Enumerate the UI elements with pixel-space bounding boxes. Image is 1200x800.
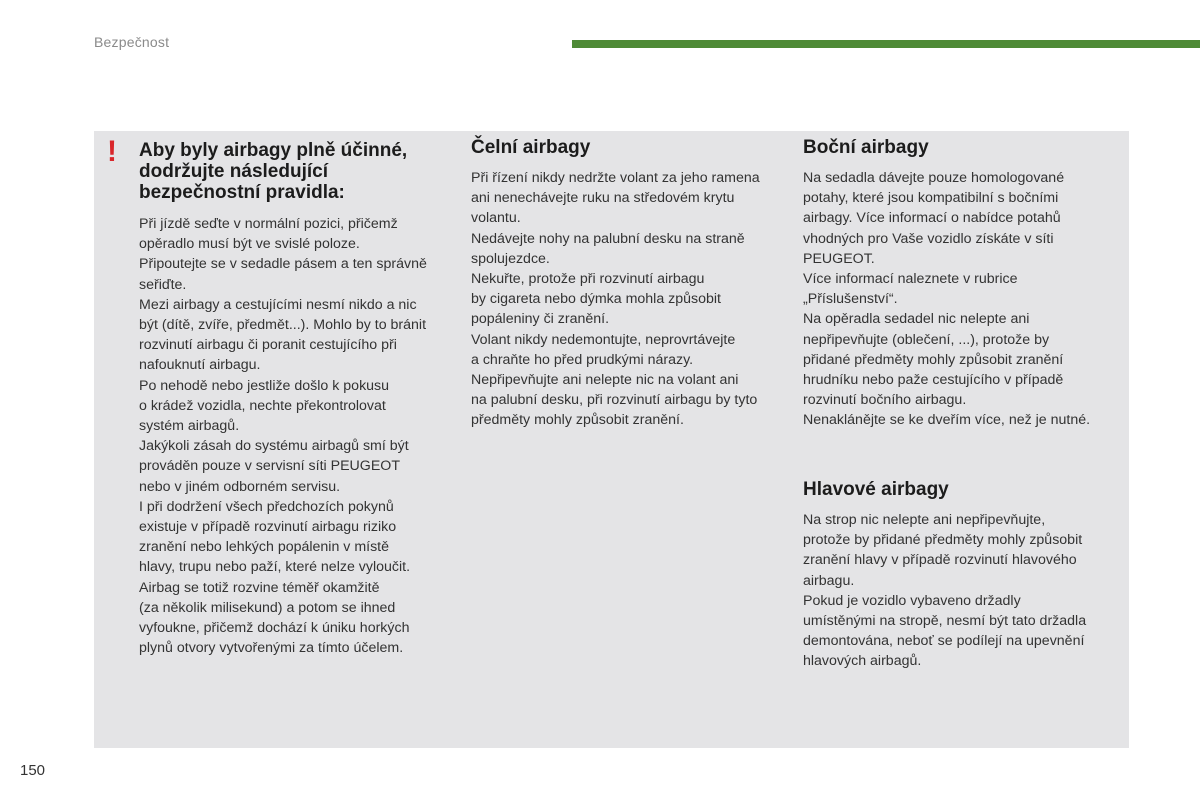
- side-and-head-airbags-column: [803, 131, 1123, 670]
- warning-column: [139, 131, 459, 658]
- text-line: nafouknutí airbagu.: [139, 357, 261, 374]
- text-line: Na sedadla dávejte pouze homologované: [803, 170, 1065, 186]
- text-line: Nepřipevňujte ani nelepte nic na volant ani: [471, 372, 739, 389]
- text-line: být (dítě, zvíře, předmět...). Mohlo by to bránit: [139, 317, 427, 334]
- text-line: předměty mohly způsobit zranění.: [471, 412, 684, 429]
- side-airbags-heading: Boční airbagy: [803, 137, 929, 158]
- text-line: Na strop nic nelepte ani nepřipevňujte,: [803, 512, 1046, 528]
- text-line: na palubní desku, při rozvinutí airbagu by tyto: [471, 392, 758, 409]
- text-line: nepřipevňujte (oblečení, ...), protože by: [803, 331, 1050, 348]
- safety-panel: [94, 131, 1129, 748]
- text-line: Volant nikdy nedemontujte, neprovrtávejte: [471, 331, 736, 348]
- text-line: by cigareta nebo dýmka mohla způsobit: [471, 291, 721, 308]
- text-line: hlavy, trupu nebo paží, které nelze vyloučit.: [139, 559, 411, 576]
- text-line: popáleniny či zranění.: [471, 311, 610, 328]
- text-line: rozvinutí airbagu či poranit cestujícího při: [139, 337, 397, 354]
- page-number: 150: [20, 762, 46, 779]
- text-line: Při jízdě seďte v normální pozici, přičemž: [139, 216, 398, 232]
- text-line: protože by přidané předměty mohly způsobit: [803, 532, 1083, 549]
- text-line: Nekuřte, protože při rozvinutí airbagu: [471, 271, 705, 288]
- text-line: systém airbagů.: [139, 418, 240, 435]
- header-accent-bar: [572, 40, 1200, 48]
- text-line: Připoutejte se v sedadle pásem a ten správně: [139, 256, 427, 273]
- text-line: rozvinutí bočního airbagu.: [803, 392, 967, 409]
- warning-heading-line: Aby byly airbagy plně účinné,: [139, 140, 408, 161]
- text-line: o krádež vozidla, nechte překontrolovat: [139, 397, 386, 414]
- warning-heading-line: dodržujte následující: [139, 161, 328, 182]
- text-line: Po nehodě nebo jestliže došlo k pokusu: [139, 377, 390, 394]
- text-line: Jakýkoli zásah do systému airbagů smí být: [139, 438, 409, 455]
- text-line: Pokud je vozidlo vybaveno držadly: [803, 592, 1021, 609]
- text-line: spolujezdce.: [471, 250, 550, 267]
- text-line: hlavových airbagů.: [803, 653, 922, 670]
- warning-text: [139, 214, 459, 658]
- section-label: Bezpečnost: [94, 34, 170, 50]
- text-line: zranění hlavy v případě rozvinutí hlavového: [803, 552, 1077, 569]
- warning-icon: !: [107, 135, 117, 168]
- text-line: ani nenechávejte ruku na středovém krytu: [471, 190, 735, 207]
- text-line: zranění nebo lehkých popálenin v místě: [139, 539, 390, 556]
- text-line: Airbag se totiž rozvine téměř okamžitě: [139, 579, 380, 596]
- text-line: Na opěradla sedadel nic nelepte ani: [803, 311, 1030, 328]
- text-line: opěradlo musí být ve svislé poloze.: [139, 236, 360, 253]
- text-line: vyfoukne, přičemž dochází k úniku horkých: [139, 620, 410, 637]
- text-line: Nedávejte nohy na palubní desku na straně: [471, 230, 745, 247]
- head-airbags-text: [803, 510, 1123, 672]
- text-line: PEUGEOT.: [803, 250, 875, 267]
- text-line: vhodných pro Vaše vozidlo získáte v síti: [803, 230, 1054, 247]
- text-line: „Příslušenství“.: [803, 291, 898, 308]
- front-airbags-column: [471, 131, 791, 431]
- text-line: seřiďte.: [139, 276, 187, 293]
- text-line: Při řízení nikdy nedržte volant za jeho ramena: [471, 170, 760, 186]
- side-airbags-text: [803, 168, 1123, 431]
- text-line: volantu.: [471, 210, 521, 227]
- text-line: demontována, neboť se podílejí na upevnění: [803, 633, 1085, 650]
- text-line: existuje v případě rozvinutí airbagu riziko: [139, 519, 397, 536]
- text-line: (za několik milisekund) a potom se ihned: [139, 599, 396, 616]
- front-airbags-heading: Čelní airbagy: [471, 137, 591, 158]
- text-line: plynů otvory vytvořenými za tímto účelem.: [139, 640, 404, 657]
- text-line: Nenaklánějte se ke dveřím více, než je nutné.: [803, 412, 1091, 429]
- text-line: přidané předměty mohly způsobit zranění: [803, 351, 1064, 368]
- text-line: a chraňte ho před prudkými nárazy.: [471, 351, 694, 368]
- text-line: I při dodržení všech předchozích pokynů: [139, 498, 394, 515]
- front-airbags-text: [471, 168, 791, 431]
- text-line: nebo v jiném odborném servisu.: [139, 478, 341, 495]
- head-airbags-section: [803, 473, 1123, 672]
- warning-heading-line: bezpečnostní pravidla:: [139, 182, 345, 203]
- warning-heading: [139, 131, 459, 203]
- head-airbags-heading: Hlavové airbagy: [803, 479, 949, 500]
- text-line: umístěnými na stropě, nesmí být tato držadla: [803, 613, 1087, 630]
- text-line: prováděn pouze v servisní síti PEUGEOT: [139, 458, 401, 475]
- text-line: airbagu.: [803, 572, 855, 589]
- text-line: potahy, které jsou kompatibilní s bočními: [803, 190, 1059, 207]
- text-line: airbagy. Více informací o nabídce potahů: [803, 210, 1061, 227]
- text-line: Více informací naleznete v rubrice: [803, 271, 1018, 288]
- text-line: Mezi airbagy a cestujícími nesmí nikdo a nic: [139, 296, 417, 313]
- text-line: hrudníku nebo paže cestujícího v případě: [803, 372, 1064, 389]
